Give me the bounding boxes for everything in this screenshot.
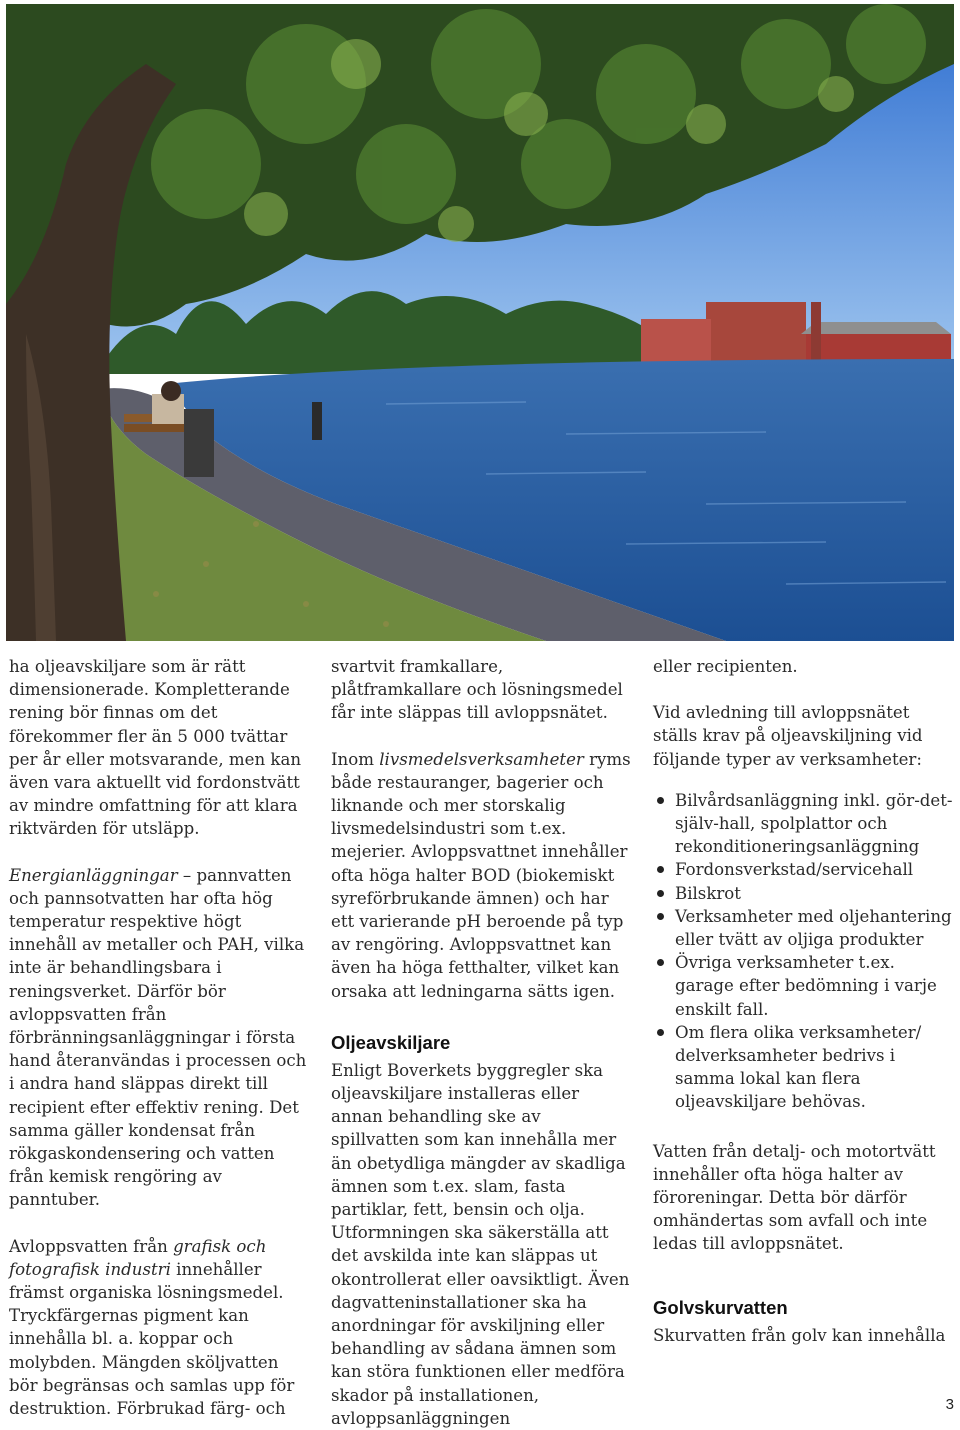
paragraph: Energianläggningar – pannvatten och pannsotvatten har ofta hög temperatur respektive högt innehåll av metaller och PAH, vilka inte är behandlingsbara i reningsverket. Därför bör avloppsvatten från förbränningsanläggningar i första hand återanvändas i processen och i andra hand släppas direkt till recipient efter effektiv rening. Det samma gäller kondensat från rökgaskondensering och vatten från kemisk rengöring av panntuber. [9, 865, 307, 1210]
paragraph: svartvit framkallare, plåtframkallare och lösningsmedel får inte släppas till avloppsnätet. [331, 657, 623, 723]
list-item: Om flera olika verksamheter/ delverksamheter bedrivs i samma lokal kan flera oljeavskiljare behövas. [653, 1021, 953, 1114]
bullet-list [653, 789, 953, 1114]
italic-term: grafisk och fotografisk industri [9, 1236, 267, 1279]
italic-term: livsmedelsverksamheter [379, 749, 584, 769]
section-heading: Golvskurvatten [653, 1296, 788, 1318]
column-1 [9, 655, 309, 1420]
column-2 [331, 655, 631, 1430]
lakeside-park-photo [6, 4, 954, 641]
paragraph: Avloppsvatten från grafisk och fotografisk industri innehåller främst organiska lösningsmedel. Tryckfärgernas pigment kan innehålla bl. a. koppar och molybden. Mängden sköljvatten bör begränsas och samlas upp för destruktion. Förbrukad färg- och [9, 1236, 295, 1419]
paragraph: ha oljeavskiljare som är rätt dimensionerade. Kompletterande rening bör finnas om det förekommer fler än 5 000 tvättar per år eller motsvarande, men kan även vara aktuellt vid fordonstvätt av mindre omfattning för att klara riktvärden för utsläpp. [9, 657, 302, 839]
paragraph: Vid avledning till avloppsnätet ställs krav på oljeavskiljning vid följande typer av verksamheter: [653, 703, 923, 769]
paragraph: Inom livsmedelsverksamheter ryms både restauranger, bagerier och liknande och mer storskalig livsmedelsindustri som t.ex. mejerier. Avloppsvattnet innehåller ofta höga halter BOD (biokemiskt syreförbrukande ämnen) och har ett varierande pH beroende på typ av rengöring. Avloppsvattnet kan även ha höga fetthalter, vilket kan orsaka att ledningarna sätts igen. [331, 749, 631, 1001]
section-heading: Oljeavskiljare [331, 1031, 451, 1053]
list-item: Verksamheter med oljehantering eller tvätt av oljiga produkter [653, 905, 953, 951]
page-number: 3 [945, 1396, 954, 1413]
list-item: Övriga verksamheter t.ex. garage efter bedömning i varje enskilt fall. [653, 951, 953, 1021]
italic-term: Energianläggningar [9, 865, 178, 885]
column-3 [653, 655, 953, 1347]
paragraph: Enligt Boverkets byggregler ska oljeavskiljare installeras eller annan behandling ske av spillvatten som kan innehålla mer än obetydliga mängder av skadliga ämnen som t.ex. slam, fasta partiklar, fett, bensin och olja. Utformningen ska säkerställa att det avskilda inte kan släppas ut okontrollerat eller oavsiktligt. Även dagvatteninstallationer ska ha anordningar för avskiljning eller behandling av sådana ämnen som kan störa funktionen eller medföra skador på installationen, avloppsanläggningen [331, 1060, 630, 1428]
paragraph: eller recipienten. [653, 657, 798, 676]
list-item: Bilvårdsanläggning inkl. gör-det-själv-hall, spolplattor och rekonditioneringsanläggning [653, 789, 953, 859]
paragraph: Skurvatten från golv kan innehålla [653, 1325, 946, 1345]
paragraph: Vatten från detalj- och motortvätt innehåller ofta höga halter av föroreningar. Detta bör därför omhändertas som avfall och inte ledas till avloppsnätet. [653, 1141, 936, 1254]
list-item: Fordonsverkstad/servicehall [653, 858, 953, 881]
list-item: Bilskrot [653, 882, 953, 905]
